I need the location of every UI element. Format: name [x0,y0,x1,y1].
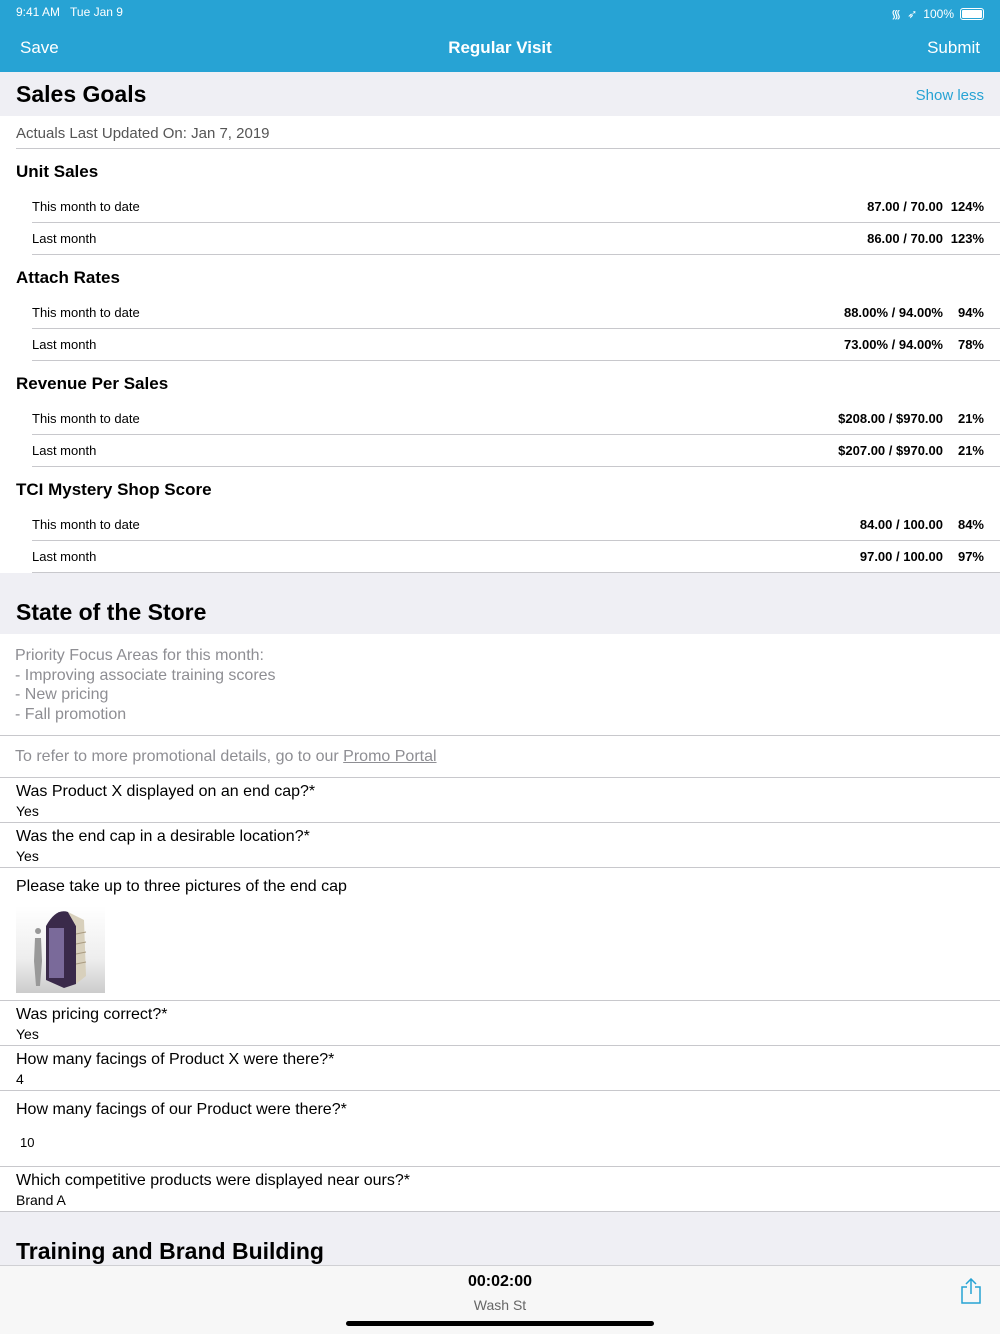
metric-group-title: Attach Rates [16,268,120,287]
metric-percent: 97% [957,549,984,564]
section-title: State of the Store [16,599,207,625]
facings-input[interactable]: 10 [20,1135,35,1150]
metric-percent: 21% [957,411,984,426]
metric-period: Last month [32,231,97,246]
section-title: Sales Goals [16,81,147,107]
priority-line: - Improving associate training scores [15,666,276,684]
question-label: Was pricing correct?* [16,1006,168,1023]
metric-percent: 123% [950,231,984,246]
metric-value: 86.00 / 70.00 [867,231,943,246]
answer-value[interactable]: 4 [16,1071,24,1087]
status-date: Tue Jan 9 [70,5,123,19]
metric-row [32,297,1000,329]
metric-value: 84.00 / 100.00 [859,517,943,532]
metric-period: This month to date [32,411,140,426]
metric-period: This month to date [32,199,140,214]
promo-text [0,736,1000,778]
battery-percent: 100% [923,6,954,21]
battery-icon [960,8,984,20]
metric-period: This month to date [32,305,140,320]
question-label: Please take up to three pictures of the end cap [16,878,347,895]
question-pricing[interactable] [0,1001,1000,1046]
metric-percent: 21% [957,443,984,458]
sales-goals-header [0,72,1000,116]
save-button[interactable]: Save [20,38,59,57]
metric-period: Last month [32,549,97,564]
visit-footer [0,1265,1000,1334]
submit-button[interactable]: Submit [927,38,980,57]
question-location[interactable] [0,823,1000,868]
metric-value: $207.00 / $970.00 [838,443,943,458]
visit-timer: 00:02:00 [467,1273,533,1290]
question-label: Was the end cap in a desirable location?* [16,828,310,845]
metric-percent: 124% [950,199,984,214]
section-title: Training and Brand Building [16,1238,324,1264]
metric-group-title: TCI Mystery Shop Score [16,480,212,499]
training-header [0,1212,1000,1267]
state-of-store-header [0,573,1000,634]
metric-value: 73.00% / 94.00% [843,337,943,352]
metric-period: Last month [32,443,97,458]
metric-percent: 78% [957,337,984,352]
page-title: Regular Visit [448,38,552,57]
metric-group-title: Unit Sales [16,162,99,181]
metric-percent: 94% [957,305,984,320]
question-pictures [0,868,1000,1001]
home-indicator [346,1321,654,1326]
priority-line: Priority Focus Areas for this month: [15,647,264,664]
header [0,0,1000,72]
metric-value: 87.00 / 70.00 [867,199,943,214]
store-location: Wash St [473,1297,527,1313]
show-less-button[interactable]: Show less [915,87,984,104]
answer-value[interactable]: Yes [16,803,39,819]
metric-percent: 84% [957,517,984,532]
status-time: 9:41 AM [16,5,61,19]
nav-bar [20,38,980,58]
share-icon[interactable] [961,1278,981,1309]
question-label: Was Product X displayed on an end cap?* [16,783,316,800]
question-endcap[interactable] [0,778,1000,823]
metric-group-title: Revenue Per Sales [16,374,169,393]
answer-value[interactable]: Brand A [16,1192,66,1208]
question-label: How many facings of our Product were there?* [16,1101,347,1118]
priority-line: - Fall promotion [15,706,127,724]
question-facings-ours[interactable] [0,1091,1000,1167]
metric-period: This month to date [32,517,140,532]
metric-row [32,223,1000,255]
promo-label: To refer to more promotional details, go to our [15,748,344,765]
endcap-photo[interactable] [16,906,105,993]
priority-focus-areas [0,634,1000,736]
wifi-icon: ᯾ [891,7,902,21]
status-bar [16,5,984,22]
priority-line: - New pricing [15,686,109,704]
actuals-updated: Actuals Last Updated On: Jan 7, 2019 [16,116,1000,149]
metric-row [32,191,1000,223]
metric-value: 97.00 / 100.00 [859,549,943,564]
location-icon: ➶ [907,6,918,21]
promo-portal-link[interactable]: Promo Portal [343,748,437,765]
question-label: Which competitive products were displayed near ours?* [16,1172,410,1189]
metric-row [32,509,1000,541]
question-competitive[interactable] [0,1167,1000,1212]
metric-row [32,329,1000,361]
question-label: How many facings of Product X were there?* [16,1051,335,1068]
question-facings-x[interactable] [0,1046,1000,1091]
metric-period: Last month [32,337,97,352]
metric-row [32,403,1000,435]
answer-value[interactable]: Yes [16,848,39,864]
metric-row [32,435,1000,467]
metric-value: $208.00 / $970.00 [838,411,943,426]
metric-value: 88.00% / 94.00% [843,305,943,320]
answer-value[interactable]: Yes [16,1026,39,1042]
metric-row [32,541,1000,573]
